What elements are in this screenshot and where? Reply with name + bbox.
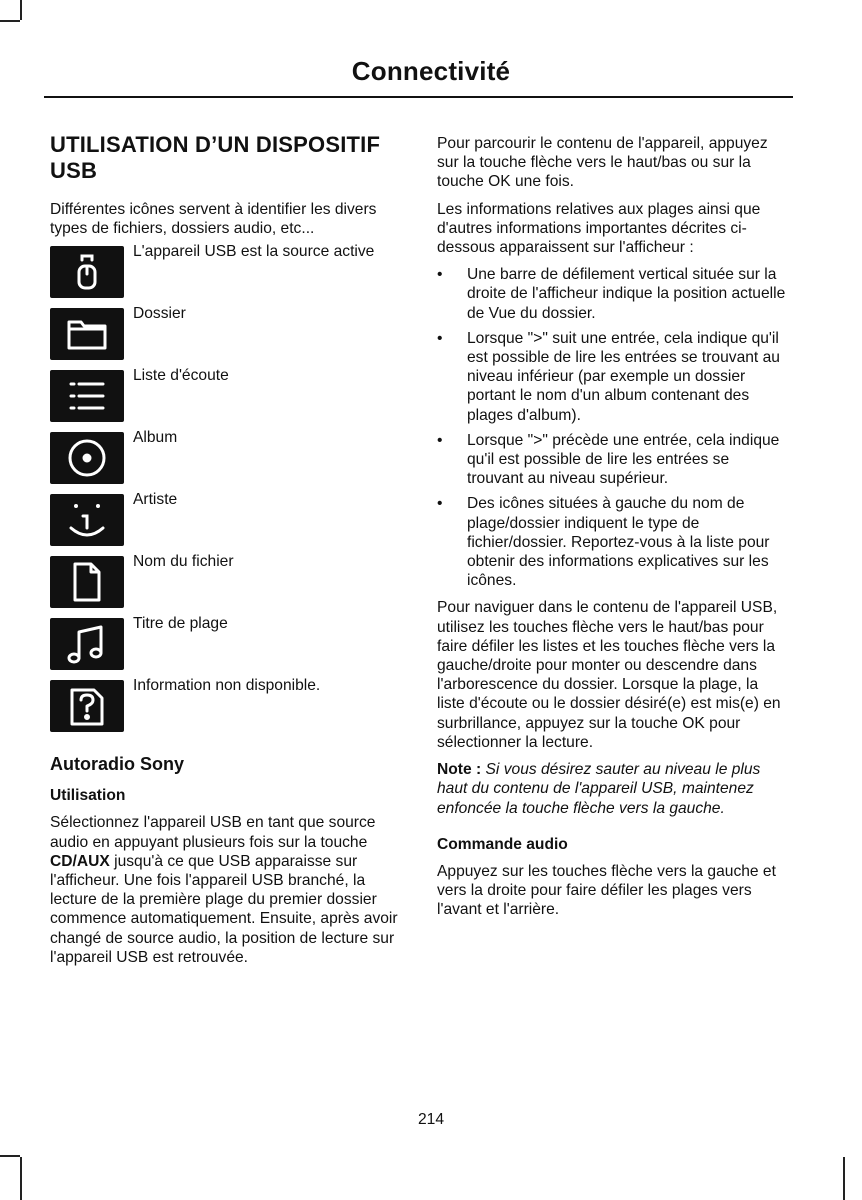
bullet-point: • bbox=[437, 329, 443, 347]
usage-text-start: Sélectionnez l'appareil USB en tant que source audio en appuyant plusieurs fois sur la touche bbox=[50, 814, 376, 851]
intro-paragraph: Différentes icônes servent à identifier les divers types de fichiers, dossiers audio, etc... bbox=[50, 201, 377, 238]
navigation-paragraph: Pour naviguer dans le contenu de l'appareil USB, utilisez les touches flèche vers le haut/bas pour faire défiler les listes et les touches flèche vers la gauche/droite pour monter ou descendre dans l'arborescence du dossier. Lorsque la plage, la liste d'écoute ou le dossier désiré(e) est mis(e) en surbrillance, appuyez sur la touche OK pour sélectionner la lecture. bbox=[437, 599, 781, 751]
note-label: Note : bbox=[437, 761, 482, 779]
page-header-title: Connectivité bbox=[351, 56, 511, 86]
crop-mark bbox=[0, 1155, 20, 1157]
usage-text-end: jusqu'à ce que USB apparaisse sur l'afficheur. Une fois l'appareil USB branché, la lecture de la première plage du premier dossier commence automatiquement. Ensuite, après avoir changé de source audio, la position de lecture sur l'appareil USB est retrouvée. bbox=[50, 852, 398, 966]
icon-label: Liste d'écoute bbox=[133, 367, 229, 385]
icon-legend-row bbox=[50, 243, 400, 298]
playlist-icon bbox=[50, 370, 124, 422]
album-icon bbox=[50, 432, 124, 484]
artist-icon bbox=[50, 494, 124, 546]
crop-mark bbox=[20, 0, 22, 20]
icon-label: Nom du fichier bbox=[133, 553, 234, 571]
unavailable-icon bbox=[50, 680, 124, 732]
list-item bbox=[437, 494, 789, 590]
usb-icon bbox=[50, 246, 124, 298]
icon-label: Dossier bbox=[133, 305, 186, 323]
list-item bbox=[437, 265, 789, 323]
icon-legend-row bbox=[50, 429, 400, 484]
list-item bbox=[437, 431, 789, 489]
file-icon bbox=[50, 556, 124, 608]
icon-legend-row bbox=[50, 367, 400, 422]
crop-mark bbox=[20, 1157, 22, 1200]
icon-label: Information non disponible. bbox=[133, 677, 321, 695]
section-heading: UTILISATION D’UN DISPOSITIF USB bbox=[50, 132, 381, 183]
subsection-title: Utilisation bbox=[50, 787, 126, 805]
header-divider bbox=[44, 96, 793, 98]
note bbox=[437, 760, 789, 818]
list-item-text: Des icônes situées à gauche du nom de plage/dossier indiquent le type de fichier/dossier. Reportez-vous à la liste pour obtenir des informations explicatives sur les icônes. bbox=[467, 495, 770, 590]
music-note-icon bbox=[50, 618, 124, 670]
page-number: 214 bbox=[417, 1111, 445, 1128]
browse-paragraph: Pour parcourir le contenu de l'appareil, appuyez sur la touche flèche vers le haut/bas ou sur la touche OK une fois. bbox=[437, 135, 768, 191]
bullet-point: • bbox=[437, 495, 443, 513]
icon-legend-row bbox=[50, 615, 400, 670]
note-text: Si vous désirez sauter au niveau le plus haut du contenu de l'appareil USB, maintenez enfoncée la touche flèche vers la gauche. bbox=[437, 761, 761, 817]
left-column bbox=[50, 132, 400, 975]
list-item-text: Lorsque ">" suit une entrée, cela indique qu'il est possible de lire les entrées se trouvant au niveau inférieur (par exemple un dossier portant le nom d'un album contenant des plages d'album). bbox=[467, 329, 780, 424]
section-title: Autoradio Sony bbox=[50, 754, 184, 775]
usage-paragraph bbox=[50, 813, 400, 967]
display-info-paragraph: Les informations relatives aux plages ainsi que d'autres informations importantes décrites ci-dessous apparaissent sur l'afficheur : bbox=[437, 200, 761, 257]
bullet-point: • bbox=[437, 266, 443, 284]
subsection-title: Commande audio bbox=[437, 835, 568, 853]
icon-label: L'appareil USB est la source active bbox=[133, 243, 375, 261]
bullet-point: • bbox=[437, 431, 443, 449]
folder-icon bbox=[50, 308, 124, 360]
right-column bbox=[437, 134, 789, 927]
icon-legend-row bbox=[50, 305, 400, 360]
cd-aux-key: CD/AUX bbox=[50, 852, 110, 870]
icon-label: Album bbox=[133, 429, 178, 447]
icon-label: Artiste bbox=[133, 491, 178, 509]
audio-control-paragraph: Appuyez sur les touches flèche vers la gauche et vers la droite pour faire défiler les plages vers l'avant et l'arrière. bbox=[437, 862, 776, 919]
crop-mark bbox=[0, 20, 20, 22]
list-item-text: Une barre de défilement vertical située sur la droite de l'afficheur indique la position actuelle de Vue du dossier. bbox=[467, 266, 786, 322]
list-item-text: Lorsque ">" précède une entrée, cela indique qu'il est possible de lire les entrées se trouvant au niveau supérieur. bbox=[467, 431, 780, 488]
icon-legend-row bbox=[50, 491, 400, 546]
icon-legend-row bbox=[50, 677, 400, 732]
display-info-list bbox=[437, 265, 789, 590]
icon-legend-row bbox=[50, 553, 400, 608]
list-item bbox=[437, 329, 789, 425]
icon-label: Titre de plage bbox=[133, 615, 228, 633]
crop-mark bbox=[843, 1157, 845, 1200]
